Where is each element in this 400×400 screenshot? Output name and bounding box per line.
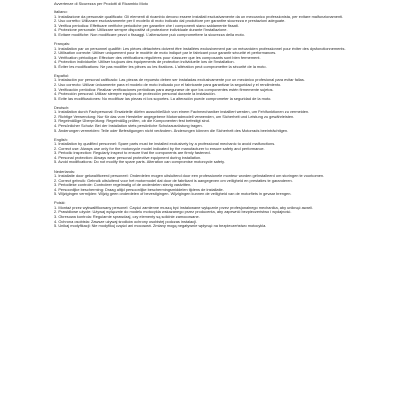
language-section bbox=[54, 42, 352, 69]
warning-item: 2. Prawidłowe użycie: Używaj wyłącznie do modelu motocykla wskazanego przez producenta, aby zapewnić bezpieczeństwo i wydajność. bbox=[54, 209, 292, 215]
section-heading: Italiano: bbox=[54, 9, 68, 15]
warning-item: 2. Utilisation correcte: Utiliser uniquement pour le modèle de moto indiqué par le fabricant pour garantir sécurité et performances. bbox=[54, 50, 277, 56]
warning-item: 5. Evite las modificaciones: No modificar las piezas ni los soportes. La alteración puede comprometer la seguridad de la moto. bbox=[54, 95, 272, 101]
warning-item: 4. Protezione personale: Utilizzare sempre dispositivi di protezione individuale durante l'installazione. bbox=[54, 27, 228, 33]
section-heading: Español: bbox=[54, 72, 70, 78]
sections-container bbox=[54, 10, 352, 229]
warning-item: 3. Periodic inspection: Regularly inspect to ensure that the components are firmly fastened. bbox=[54, 150, 211, 156]
warning-item: 5. Wijzigingen vermijden: Wijzig geen onderdelen of bevestigingen. Wijzigingen kunnen de veiligheid van de motorfiets in gevaar brengen. bbox=[54, 191, 292, 197]
language-section bbox=[54, 74, 352, 101]
warning-item: 4. Protección personal: Utilizar siempre equipos de protección personal durante la instalación. bbox=[54, 91, 216, 97]
warning-item: 4. Persönlicher Schutz: Bei der Installation stets persönliche Schutzausrüstung tragen. bbox=[54, 122, 203, 128]
warning-item: 3. Verifica periodica: Effettuare verifiche periodiche per garantire che i componenti siano saldamente fissati. bbox=[54, 22, 239, 28]
warning-item: 4. Personal protection: Always wear personal protective equipment during installation. bbox=[54, 154, 202, 160]
warning-item: 3. Okresowa kontrola: Regularnie sprawdzaj, czy elementy są solidnie zamocowane. bbox=[54, 214, 200, 220]
warning-item: 2. Correct use: Always use only for the motorcycle model indicated by the manufacturer to ensure safety and performance. bbox=[54, 145, 265, 151]
language-section bbox=[54, 138, 352, 165]
warning-item: 2. Uso corretto: Utilizzare esclusivamente per il modello di moto indicato dal produttore per garantire sicurezza e prestazioni adeguate. bbox=[54, 18, 286, 24]
warning-item: 1. Installation durch Fachpersonal: Ersatzteile dürfen ausschließlich von einem Fachmechaniker installiert werden, um Fehlfunktionen zu vermeiden. bbox=[54, 109, 310, 115]
warning-item: 4. Persoonlijke bescherming: Draag altijd persoonlijke beschermingsmiddelen tijdens de installatie. bbox=[54, 186, 224, 192]
section-heading: Nederlands: bbox=[54, 168, 75, 174]
warning-item: 2. Correct gebruik: Gebruik uitsluitend voor het motormodel dat door de fabrikant is aangegeven om veiligheid en prestaties te garanderen. bbox=[54, 177, 293, 183]
language-section bbox=[54, 170, 352, 197]
warning-item: 3. Regelmäßige Überprüfung: Regelmäßig prüfen, ob die Komponenten fest befestigt sind. bbox=[54, 118, 210, 124]
warning-item: 1. Installation par un personnel qualifié: Les pièces détachées doivent être installées exclusivement par un mécanicien professionnel pour éviter des dysfonctionnements. bbox=[54, 45, 346, 51]
section-heading: Polski: bbox=[54, 200, 66, 206]
warning-item: 3. Vérification périodique: Effectuer des vérifications régulières pour s'assurer que les composants sont bien fermement. bbox=[54, 54, 261, 60]
warning-item: 2. Richtige Verwendung: Nur für das vom Hersteller angegebene Motorradmodell verwenden, um Sicherheit und Leistung zu gewährleisten. bbox=[54, 113, 295, 119]
warning-item: 3. Periodieke controle: Controleer regelmatig of de onderdelen stevig vastzitten. bbox=[54, 182, 192, 188]
warning-item: 4. Protection individuelle: Utiliser toujours des équipements de protection individuelle lors de l'installation. bbox=[54, 59, 235, 65]
warning-item: 5. Unikaj modyfikacji: Nie modyfikuj części ani mocowań. Zmiany mogą negatywnie wpłynąć na bezpieczeństwo motocykla. bbox=[54, 223, 267, 229]
warning-item: 1. Montaż przez wykwalifikowany personel: Części zamienne muszą być instalowane wyłącznie przez profesjonalnego mechanika, aby uniknąć awarii. bbox=[54, 204, 313, 210]
section-heading: Deutsch: bbox=[54, 104, 70, 110]
warning-item: 5. Éviter les modifications: Ne pas modifier les pièces ou les fixations. L'altération peut compromettre la sécurité de la moto. bbox=[54, 63, 267, 69]
section-heading: English: bbox=[54, 136, 68, 142]
warning-item: 5. Evitare modifiche: Non modificare pezzi o fissaggi. L'alterazione può compromettere la sicurezza della moto. bbox=[54, 31, 245, 37]
warning-item: 4. Ochrona osobista: Zawsze używaj środków ochrony osobistej podczas instalacji. bbox=[54, 218, 197, 224]
warning-item: 1. Installatie door gekwalificeerd personeel: Onderdelen mogen uitsluitend door een professionele monteur worden geïnstalleerd om storingen te voorkomen. bbox=[54, 173, 325, 179]
safety-document bbox=[54, 2, 352, 233]
warning-item: 3. Verificación periódica: Realizar verificaciones periódicas para asegurarse de que los componentes estén firmemente sujetos. bbox=[54, 86, 274, 92]
warning-item: 5. Änderungen vermeiden: Teile oder Befestigungen nicht verändern. Änderungen können die Sicherheit des Motorrads beeinträchtigen. bbox=[54, 127, 289, 133]
language-section bbox=[54, 201, 352, 228]
warning-item: 1. Installation by qualified personnel: Spare parts must be installed exclusively by a professional mechanic to avoid malfunctions. bbox=[54, 141, 276, 147]
warning-item: 5. Avoid modifications: Do not modify the spare parts. Alteration can compromise motorcycle safety. bbox=[54, 159, 225, 165]
language-section bbox=[54, 106, 352, 133]
warning-item: 1. Installazione da personale qualificato: Gli elementi di ricambio devono essere installati esclusivamente da un meccanico professionista, per evitare malfunzionamenti. bbox=[54, 13, 344, 19]
section-heading: Français: bbox=[54, 41, 70, 47]
warning-item: 1. Instalación por personal calificado: Las piezas de repuesto deben ser instaladas exclusivamente por un mecánico profesional para evitar fallas. bbox=[54, 77, 305, 83]
document-title: Avvertenze di Sicurezza per Prodotti di Ricambio Moto bbox=[54, 1, 148, 6]
warning-item: 2. Uso correcto: Utilizar únicamente para el modelo de moto indicado por el fabricante para garantizar la seguridad y el rendimiento. bbox=[54, 81, 282, 87]
language-section bbox=[54, 10, 352, 37]
